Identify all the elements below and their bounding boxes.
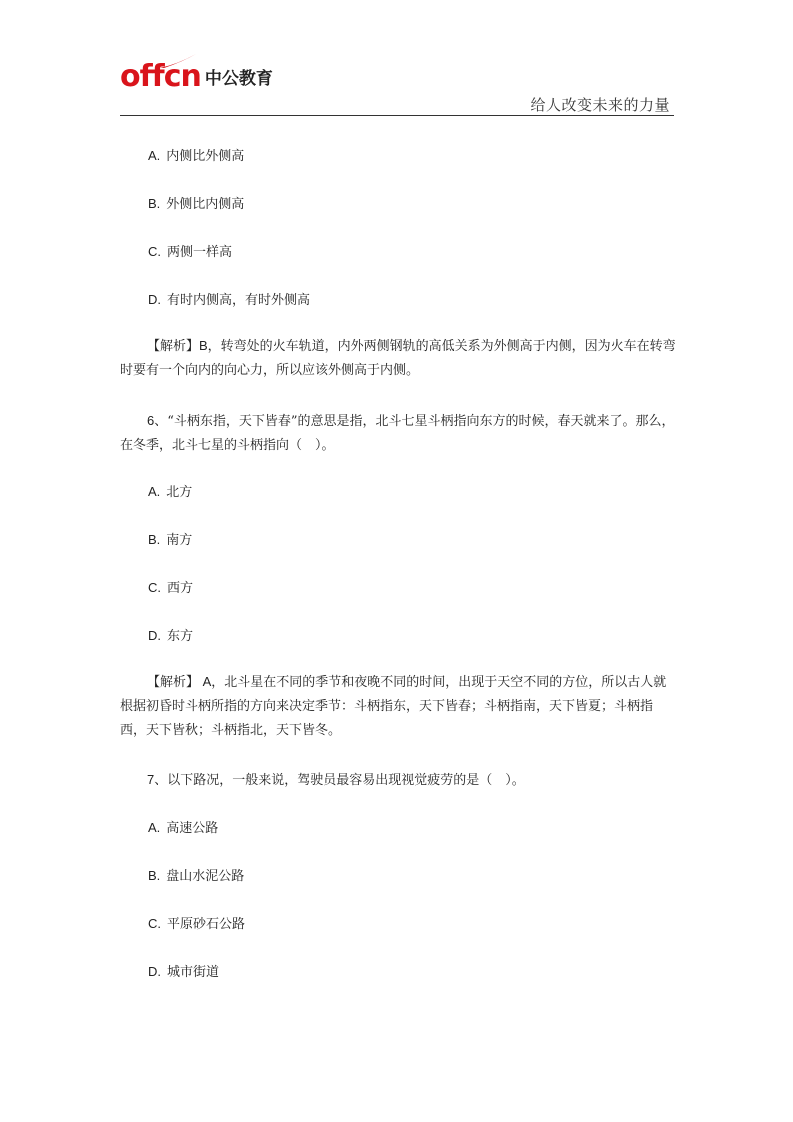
option-letter: D. [148,292,161,307]
q5-option-b [148,193,244,212]
option-text: 城市街道 [167,965,220,980]
option-text: 两侧一样高 [167,245,233,260]
option-letter: A. [148,820,161,835]
option-text: 南方 [166,533,193,548]
page-header [120,58,674,118]
logo-swoosh-icon [160,54,196,68]
q6-analysis [120,670,676,743]
q7-option-a [148,817,218,836]
option-text: 有时内侧高，有时外侧高 [167,293,311,308]
option-letter: D. [148,628,161,643]
header-divider [120,115,674,116]
question-text: 以下路况，一般来说，驾驶员最容易出现视觉疲劳的是（ ）。 [167,773,525,788]
question-text: “斗柄东指，天下皆春”的意思是指，北斗七星斗柄指向东方的时候，春天就来了。那么，在冬季，北斗七星的斗柄指向（ ）。 [120,414,675,453]
q5-option-a [148,145,244,164]
option-letter: C. [148,244,161,259]
question-number: 7、 [147,772,168,787]
slogan: 给人改变未来的力量 [530,96,670,114]
analysis-label: 【解析】 A， [147,674,225,689]
option-text: 外侧比内侧高 [166,197,245,212]
option-letter: B. [148,868,161,883]
q6-option-c [148,577,193,596]
q7-option-b [148,865,244,884]
q5-analysis [120,334,676,383]
option-text: 内侧比外侧高 [166,149,245,164]
option-letter: B. [148,532,161,547]
offcn-logo [120,59,273,94]
question-number: 6、 [147,413,168,428]
option-text: 盘山水泥公路 [166,869,245,884]
q6-option-a [148,481,192,500]
q7-option-c [148,913,245,932]
option-letter: A. [148,148,161,163]
q6-stem [120,409,676,458]
option-text: 北方 [166,485,193,500]
analysis-label: 【解析】B， [147,338,221,353]
option-letter: C. [148,916,161,931]
logo-chinese-name: 中公教育 [204,69,273,89]
option-text: 高速公路 [166,821,219,836]
logo-wordmark: offcn [120,59,201,94]
analysis-text: 转弯处的火车轨道，内外两侧钢轨的高低关系为外侧高于内侧，因为火车在转弯时要有一个向内的向心力，所以应该外侧高于内侧。 [120,339,676,378]
q7-option-d [148,961,219,980]
option-letter: B. [148,196,161,211]
option-text: 西方 [167,581,194,596]
q6-option-d [148,625,193,644]
q5-option-c [148,241,232,260]
q7-stem [120,768,676,793]
option-letter: A. [148,484,161,499]
q6-option-b [148,529,192,548]
option-text: 平原砂石公路 [167,917,246,932]
option-letter: D. [148,964,161,979]
option-text: 东方 [167,629,194,644]
analysis-text: 北斗星在不同的季节和夜晚不同的时间，出现于天空不同的方位，所以古人就根据初昏时斗柄所指的方向来决定季节：斗柄指东，天下皆春；斗柄指南，天下皆夏；斗柄指西，天下皆秋；斗柄指北，天下皆冬。 [120,675,667,738]
option-letter: C. [148,580,161,595]
q5-option-d [148,289,310,308]
